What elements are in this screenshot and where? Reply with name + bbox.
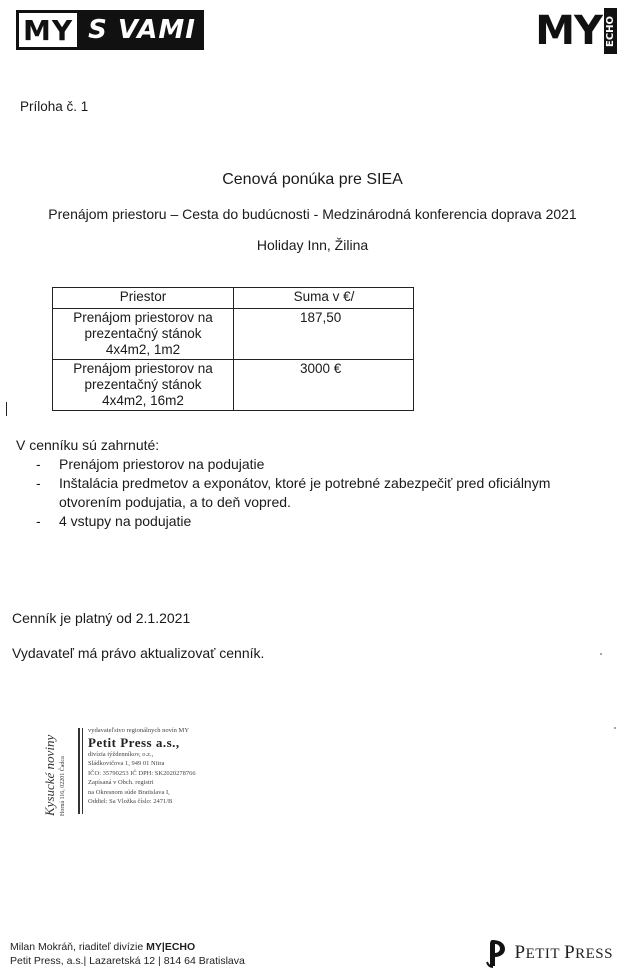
table-header-row xyxy=(53,288,414,309)
my-s-vami-logo xyxy=(16,10,204,50)
price-cell xyxy=(234,309,414,360)
price-cell xyxy=(234,360,414,411)
valid-from: Cenník je platný od 2.1.2021 xyxy=(12,610,191,626)
stamp-line: IČO: 35790253 IČ DPH: SK2020278766 xyxy=(88,769,196,777)
header-space: Priestor xyxy=(53,288,234,309)
list-item xyxy=(16,455,550,474)
petit-press-logo xyxy=(485,938,613,968)
space-line: 4x4m2, 16m2 xyxy=(102,393,184,408)
stamp-line: Zapísaná v Obch. registri xyxy=(88,779,154,786)
stamp-vertical-address: Horná 116, 02201 Čadca xyxy=(60,756,66,816)
attachment-label: Príloha č. 1 xyxy=(20,99,89,114)
stamp-line: divízia týždenníkov, o.z., xyxy=(88,750,154,758)
stamp-company: Petit Press a.s., xyxy=(88,734,180,750)
list-dash: - xyxy=(36,513,41,529)
wordmark-part: P xyxy=(564,942,576,963)
company-stamp xyxy=(34,726,244,816)
price-table xyxy=(52,287,414,411)
list-item-text: otvorením podujatia, a to deň vopred. xyxy=(59,494,291,510)
space-line: prezentačný stánok xyxy=(84,377,202,392)
petit-press-wordmark xyxy=(515,942,613,964)
my-echo-logo xyxy=(535,8,617,54)
list-item-text: Inštalácia predmetov a exponátov, ktoré je potrebné zabezpečiť pred oficiálnym xyxy=(59,475,551,491)
price-value: 3000 € xyxy=(300,361,342,376)
includes-list xyxy=(16,455,550,531)
space-line: prezentačný stánok xyxy=(84,326,202,341)
wordmark-part: P xyxy=(514,942,526,963)
publisher-note: Vydavateľ má právo aktualizovať cenník. xyxy=(12,645,265,661)
stamp-line: vydavateľstvo regionálnych novín MY xyxy=(88,727,190,734)
stamp-divider xyxy=(78,728,80,814)
logo-echo: ECHO xyxy=(604,8,617,54)
table-row xyxy=(53,360,414,411)
venue: Holiday Inn, Žilina xyxy=(256,237,369,253)
logo-s-vami: S VAMI xyxy=(80,10,204,50)
price-value: 187,50 xyxy=(300,310,342,325)
list-item xyxy=(16,512,550,531)
footer-signatory-line xyxy=(10,940,245,954)
space-cell xyxy=(53,360,234,411)
logo-my-echo-my: MY xyxy=(535,8,602,54)
space-line: Prenájom priestorov na xyxy=(73,361,213,376)
table-row xyxy=(53,309,414,360)
space-line: Prenájom priestorov na xyxy=(73,310,213,325)
list-item xyxy=(16,474,550,512)
list-item-text: 4 vstupy na podujatie xyxy=(59,513,192,529)
space-line: 4x4m2, 1m2 xyxy=(105,342,181,357)
footer-signatory: Milan Mokráň, riaditeľ divízie xyxy=(10,941,147,953)
document-title: Cenová ponúka pre SIEA xyxy=(222,171,403,188)
stamp-divider xyxy=(82,728,83,814)
scan-speck xyxy=(614,727,616,729)
stamp-vertical xyxy=(34,726,74,816)
footer xyxy=(10,940,245,968)
footer-address: Petit Press, a.s.| Lazaretská 12 | 814 64 Bratislava xyxy=(10,955,245,967)
scan-speck xyxy=(600,653,602,655)
wordmark-part: RESS xyxy=(575,946,613,962)
wordmark-part: ETIT xyxy=(525,946,565,962)
document-subtitle: Prenájom priestoru – Cesta do budúcnosti - Medzinárodná konferencia doprava 2021 xyxy=(48,206,577,222)
stamp-line: Oddiel: Sa Vložka číslo: 2471/B xyxy=(88,798,173,805)
space-cell xyxy=(53,309,234,360)
includes-heading: V cenníku sú zahrnuté: xyxy=(16,437,160,453)
footer-division: MY|ECHO xyxy=(146,941,196,953)
petit-press-mark-icon xyxy=(485,938,507,968)
list-item-text: Prenájom priestorov na podujatie xyxy=(59,456,265,472)
stamp-line: na Okresnom súde Bratislava I, xyxy=(88,788,170,796)
margin-mark xyxy=(6,402,7,416)
stamp-lines xyxy=(88,726,196,807)
logo-my: MY xyxy=(16,10,80,50)
list-dash: - xyxy=(36,475,41,491)
header-price: Suma v €/ xyxy=(234,288,414,309)
stamp-vertical-title: Kysucké noviny xyxy=(42,734,57,816)
stamp-line: Sládkovičova 1, 949 01 Nitra xyxy=(88,760,165,767)
list-dash: - xyxy=(36,456,41,472)
